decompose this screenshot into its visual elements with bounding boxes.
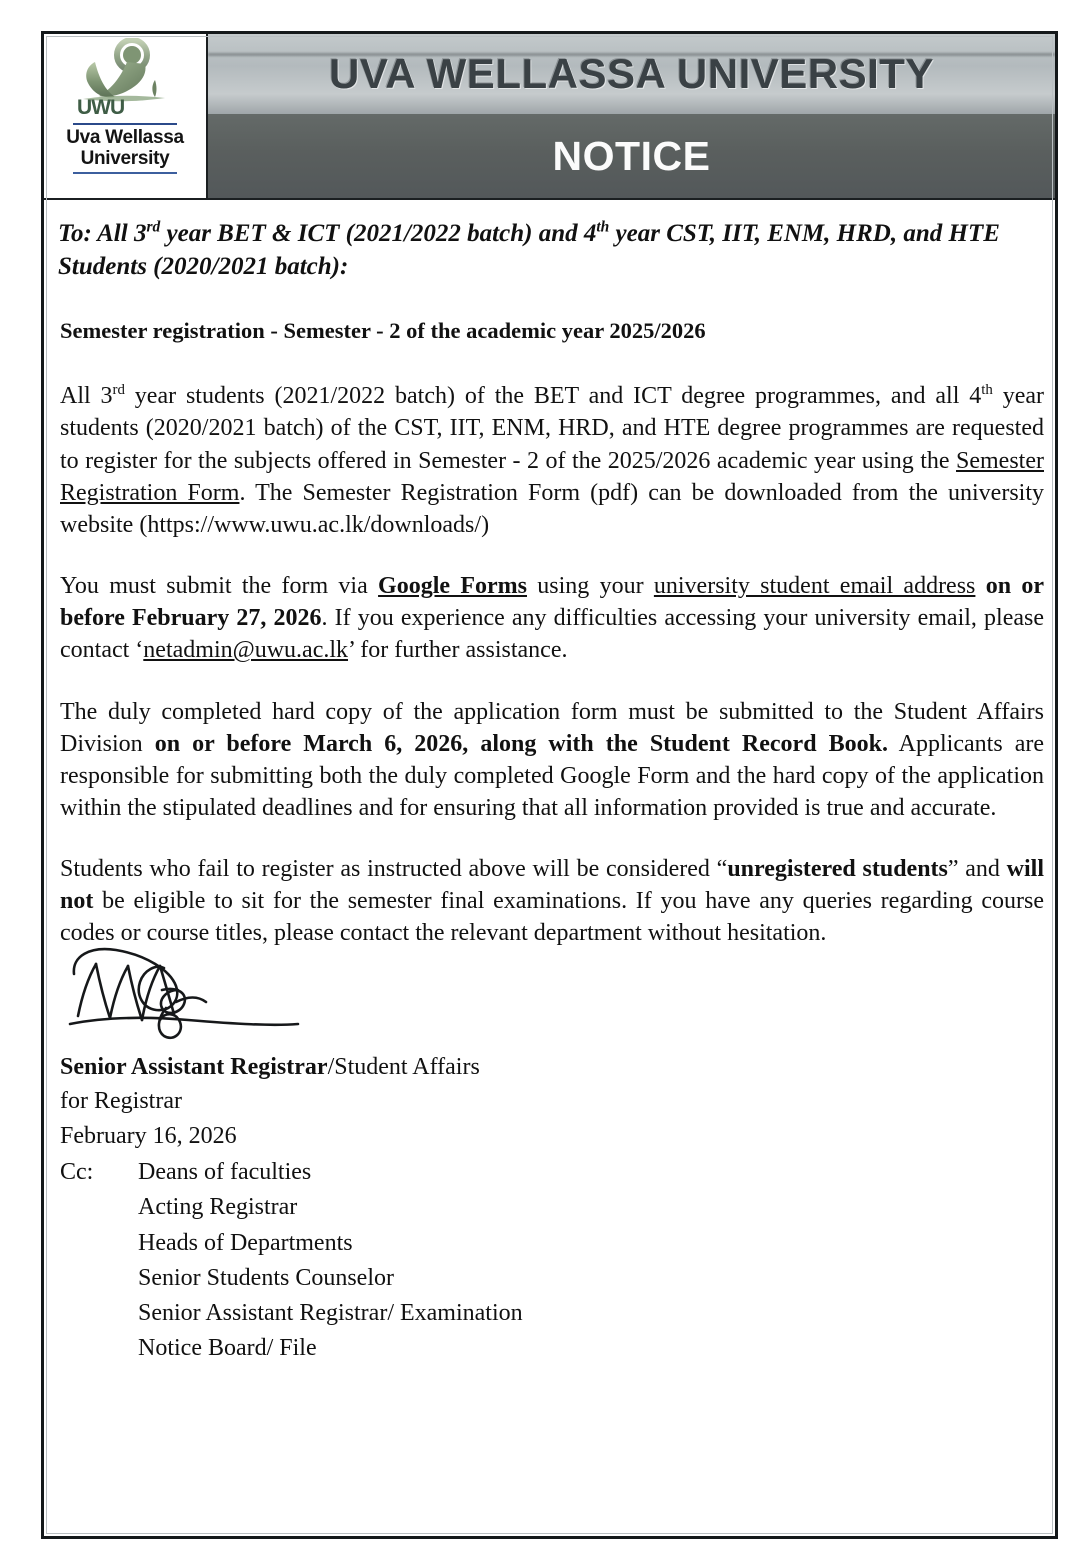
p4-seg3: be eligible to sit for the semester final examinations. If you have any queries regarding course codes or course titles, please contact the relevant department without hesitation. xyxy=(60,888,1044,947)
svg-text:UWU: UWU xyxy=(77,96,125,119)
header-bands xyxy=(208,34,1055,198)
signature-area xyxy=(60,946,1044,1050)
list-item: Deans of faculties xyxy=(138,1158,312,1185)
p4-seg1: Students who fail to register as instructed above will be considered “ xyxy=(60,856,728,883)
signoff-role-rest: /Student Affairs xyxy=(327,1053,480,1080)
p2-seg4: ’ for further assistance. xyxy=(348,637,568,664)
p1-seg4: . The Semester Registration Form (pdf) can be downloaded from the university website ( xyxy=(60,479,1045,538)
signoff-role-bold: Senior Assistant Registrar xyxy=(60,1053,328,1080)
logo-divider-top xyxy=(73,123,177,125)
addressee-prefix: To: All 3 xyxy=(58,220,147,247)
logo-divider-bottom xyxy=(73,172,177,174)
notice-body xyxy=(44,200,1055,1367)
signoff-for-registrar: for Registrar xyxy=(60,1088,182,1115)
university-email-phrase: university student email address xyxy=(653,573,976,600)
addressee-ordinal-4th: th xyxy=(596,218,610,236)
netadmin-email-link[interactable]: netadmin@uwu.ac.lk xyxy=(143,637,349,664)
signoff-block xyxy=(60,1050,1044,1154)
paragraph-google-form-submission xyxy=(60,570,1044,666)
addressee-ordinal-3rd: rd xyxy=(146,218,161,236)
p1-ordinal-3rd: rd xyxy=(112,382,125,399)
signoff-role-line xyxy=(60,1050,1044,1085)
list-item: Senior Students Counselor xyxy=(138,1264,394,1291)
logo-wordmark-line1: Uva Wellassa xyxy=(66,127,184,148)
addressee-mid: year BET & ICT (2021/2022 batch) and 4 xyxy=(160,220,597,247)
p2-seg3: . If you experience any difficulties accessing your university email, please contact ‘ xyxy=(60,605,1044,664)
google-forms-link[interactable]: Google Forms xyxy=(378,573,527,600)
addressee-line xyxy=(58,218,1044,283)
list-item: Acting Registrar xyxy=(138,1194,298,1221)
addressee-suffix: year CST, IIT, ENM, HRD, and HTE Students (2020/2021 batch): xyxy=(58,220,1000,280)
list-item: Senior Assistant Registrar/ Examination xyxy=(138,1300,523,1327)
subject-line: Semester registration - Semester - 2 of the academic year 2025/2026 xyxy=(60,318,706,343)
handwritten-signature xyxy=(66,938,386,1050)
google-form-deadline: on or before February 27, 2026 xyxy=(60,573,1045,632)
semester-registration-form-link[interactable]: Semester Registration Form xyxy=(60,447,1044,506)
university-title-band xyxy=(208,34,1055,114)
p1-seg2: year students (2021/2022 batch) of the BET and ICT degree programmes, and all 4 xyxy=(124,383,982,410)
p1-ordinal-4th: th xyxy=(981,382,993,399)
cc-block xyxy=(60,1155,1044,1367)
downloads-url[interactable]: https://www.uwu.ac.lk/downloads/ xyxy=(147,511,482,538)
uwu-emblem-icon xyxy=(69,38,181,122)
will-not-emphasis: will not xyxy=(60,856,1045,915)
unregistered-students-term: unregistered students xyxy=(727,856,948,883)
paragraph-non-registration-consequences xyxy=(60,853,1044,949)
p3-seg2: Applicants are responsible for submitting both the duly completed Google Form and the hard copy of the application within the stipulated deadlines and for ensuring that all information provided is true and accurate. xyxy=(60,730,1045,821)
p2-seg2: using your xyxy=(526,573,654,600)
p4-seg2: ” and xyxy=(947,856,1007,883)
p3-seg1: The duly completed hard copy of the application form must be submitted to the Student Affairs Division xyxy=(60,698,1044,757)
university-title: UVA WELLASSA UNIVERSITY xyxy=(329,50,934,97)
p1-seg3: year students (2020/2021 batch) of the CST, IIT, ENM, HRD, and HTE degree programmes are requested to register for the subjects offered in Semester - 2 of the 2025/2026 academic year using the xyxy=(60,383,1045,474)
list-item: Heads of Departments xyxy=(138,1229,353,1256)
paragraph-hardcopy-submission xyxy=(60,696,1044,825)
notice-title: NOTICE xyxy=(552,132,711,179)
cc-row xyxy=(60,1155,1044,1367)
p1-seg1: All 3 xyxy=(60,383,113,410)
notice-title-band xyxy=(208,114,1055,198)
document-frame xyxy=(41,31,1058,1539)
p1-seg5: ) xyxy=(481,511,490,538)
letterhead xyxy=(44,34,1055,200)
paragraph-registration-instructions xyxy=(60,380,1044,541)
hardcopy-deadline: on or before March 6, 2026, along with the Student Record Book. xyxy=(154,730,888,757)
p2-seg1: You must submit the form via xyxy=(60,573,379,600)
university-logo xyxy=(44,34,208,198)
cc-recipient-list xyxy=(138,1155,523,1367)
cc-label: Cc: xyxy=(60,1158,94,1185)
logo-wordmark-line2: University xyxy=(80,148,170,169)
list-item: Notice Board/ File xyxy=(138,1335,317,1362)
signoff-date: February 16, 2026 xyxy=(60,1123,237,1150)
